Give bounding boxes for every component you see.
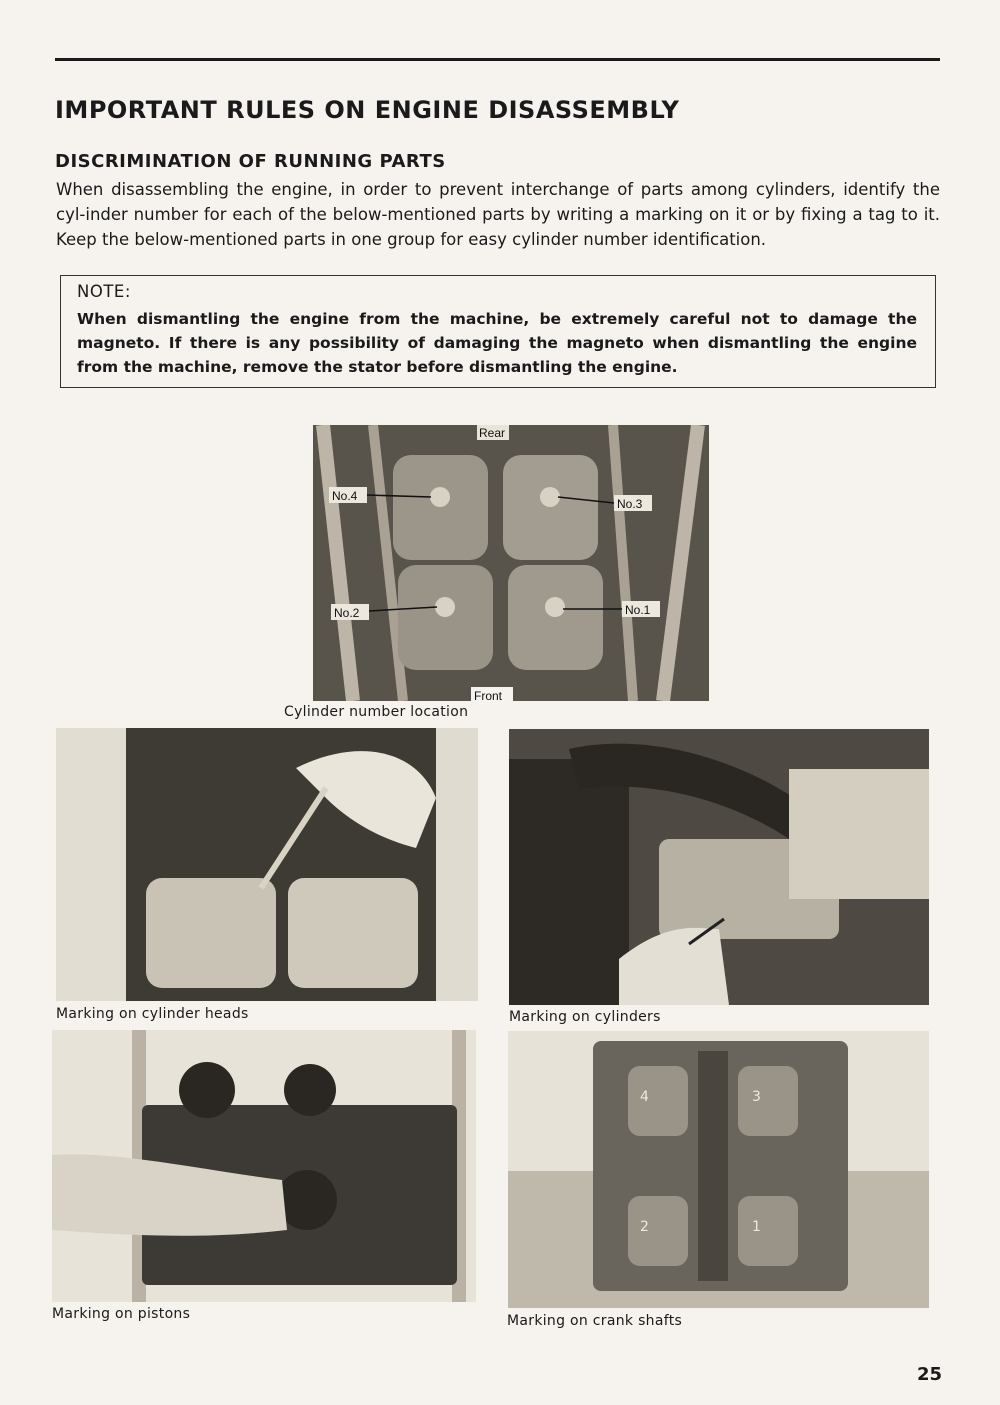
photo-crank-shafts — [508, 1031, 929, 1308]
crank-mark-3: 3 — [752, 1089, 761, 1105]
caption-cylinder-heads: Marking on cylinder heads — [56, 1006, 249, 1022]
note-box — [60, 275, 936, 388]
photo-cylinder-heads — [56, 728, 478, 1001]
caption-cylinders: Marking on cylinders — [509, 1009, 661, 1025]
label-no1: No.1 — [625, 603, 651, 617]
label-rear: Rear — [479, 426, 506, 440]
caption-pistons: Marking on pistons — [52, 1306, 191, 1322]
note-title: NOTE: — [77, 282, 131, 301]
label-front: Front — [474, 689, 503, 701]
photo-pistons — [52, 1030, 476, 1302]
caption-crank-shafts: Marking on crank shafts — [507, 1313, 683, 1329]
photo-cylinders — [509, 729, 929, 1005]
crank-mark-4: 4 — [640, 1089, 649, 1105]
note-text: When dismantling the engine from the machine, be extremely careful not to damage the magneto. If there is any possibility of damaging the magneto when dismantling the engine from the machine, remove the stator before dismantling the engine. — [77, 310, 917, 376]
crank-mark-2: 2 — [640, 1219, 649, 1235]
engine-top-photo — [313, 425, 709, 701]
label-no2: No.2 — [334, 606, 360, 620]
page-number: 25 — [916, 1364, 942, 1385]
intro-paragraph: When disassembling the engine, in order to prevent interchange of parts among cylinders, identify the cyl-inder number for each of the below-mentioned parts by writing a marking on it or by fixing a tag to it. Keep the below-mentioned parts in one group for easy cylinder number identification. — [56, 180, 940, 249]
caption-cylinder-location: Cylinder number location — [284, 704, 469, 720]
section-title: DISCRIMINATION OF RUNNING PARTS — [55, 151, 446, 172]
label-no4: No.4 — [332, 489, 358, 503]
crank-mark-1: 1 — [752, 1219, 761, 1235]
top-rule — [55, 58, 940, 61]
page-title: IMPORTANT RULES ON ENGINE DISASSEMBLY — [55, 96, 680, 124]
label-no3: No.3 — [617, 497, 643, 511]
